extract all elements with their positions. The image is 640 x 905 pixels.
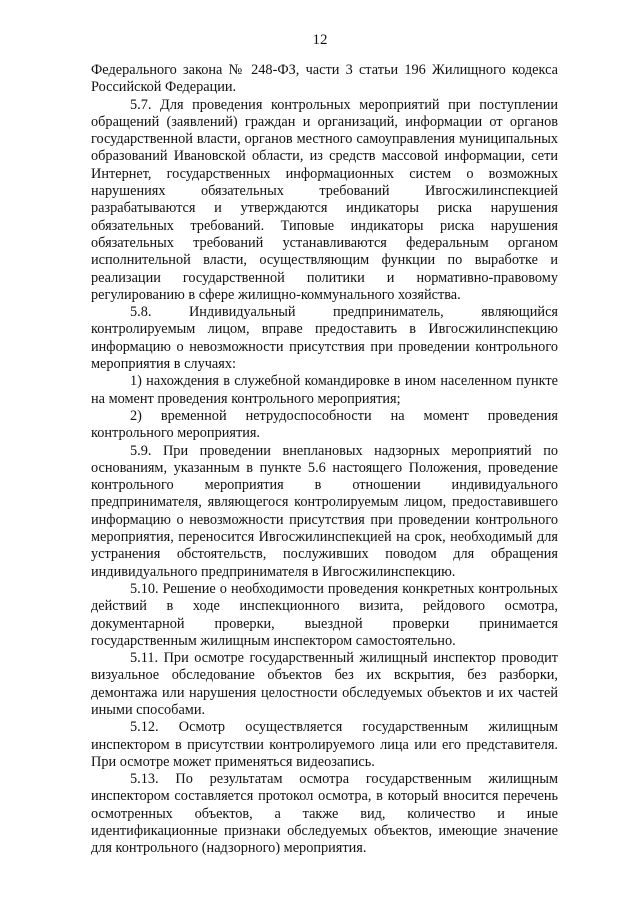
paragraph-5-10: 5.10. Решение о необходимости проведения конкретных контрольных действий в ходе инспекционного визита, рейдового осмотра, документарной проверки, выездной проверки принимается государственным жилищным инспектором самостоятельно. <box>91 580 558 649</box>
list-item-2: 2) временной нетрудоспособности на момент проведения контрольного мероприятия. <box>91 407 558 442</box>
document-body <box>91 62 558 858</box>
paragraph-continuation: Федерального закона № 248-ФЗ, части 3 статьи 196 Жилищного кодекса Российской Федерации. <box>91 62 558 96</box>
list-item-1: 1) нахождения в служебной командировке в ином населенном пункте на момент проведения контрольного мероприятия; <box>91 373 558 407</box>
paragraph-5-9: 5.9. При проведении внеплановых надзорных мероприятий по основаниям, указанным в пункте 5.6 настоящего Положения, проведение контрольного мероприятия в отношении индивидуального предпринимателя, являющегося контролируемым лицом, предоставившего информацию о невозможности присутствия при проведении контрольного мероприятия, переносится Ивгосжилинспекцией на срок, необходимый для устранения обстоятельств, послуживших поводом для обращения индивидуального предпринимателя в Ивгосжилинспекцию. <box>91 442 558 580</box>
paragraph-5-12: 5.12. Осмотр осуществляется государственным жилищным инспектором в присутствии контролируемого лица или его представителя. При осмотре может применяться видеозапись. <box>91 719 558 770</box>
paragraph-5-7: 5.7. Для проведения контрольных мероприятий при поступлении обращений (заявлений) граждан и организаций, информации от органов государственной власти, органов местного самоуправления муниципальных образований Ивановской области, из средств массовой информации, сети Интернет, государственных информационных систем о возможных нарушениях обязательных требований Ивгосжилинспекцией разрабатываются и утверждаются индикаторы риска нарушения обязательных требований. Типовые индикаторы риска нарушения обязательных требований устанавливаются федеральным органом исполнительной власти, осуществляющим функции по выработке и реализации государственной политики и нормативно-правовому регулированию в сфере жилищно-коммунального хозяйства. <box>91 96 558 303</box>
page-number: 12 <box>312 32 328 48</box>
paragraph-5-8: 5.8. Индивидуальный предприниматель, являющийся контролируемым лицом, вправе предоставить в Ивгосжилинспекцию информацию о невозможности присутствия при проведении контрольного мероприятия в случаях: <box>91 304 558 373</box>
paragraph-5-11: 5.11. При осмотре государственный жилищный инспектор проводит визуальное обследование объектов без их вскрытия, без разборки, демонтажа или нарушения целостности обследуемых объектов и их частей иными способами. <box>91 650 558 718</box>
paragraph-5-13: 5.13. По результатам осмотра государственным жилищным инспектором составляется протокол осмотра, в который вносится перечень осмотренных объектов, а также вид, количество и иные идентификационные признаки обследуемых объектов, имеющие значение для контрольного (надзорного) мероприятия. <box>91 771 558 857</box>
